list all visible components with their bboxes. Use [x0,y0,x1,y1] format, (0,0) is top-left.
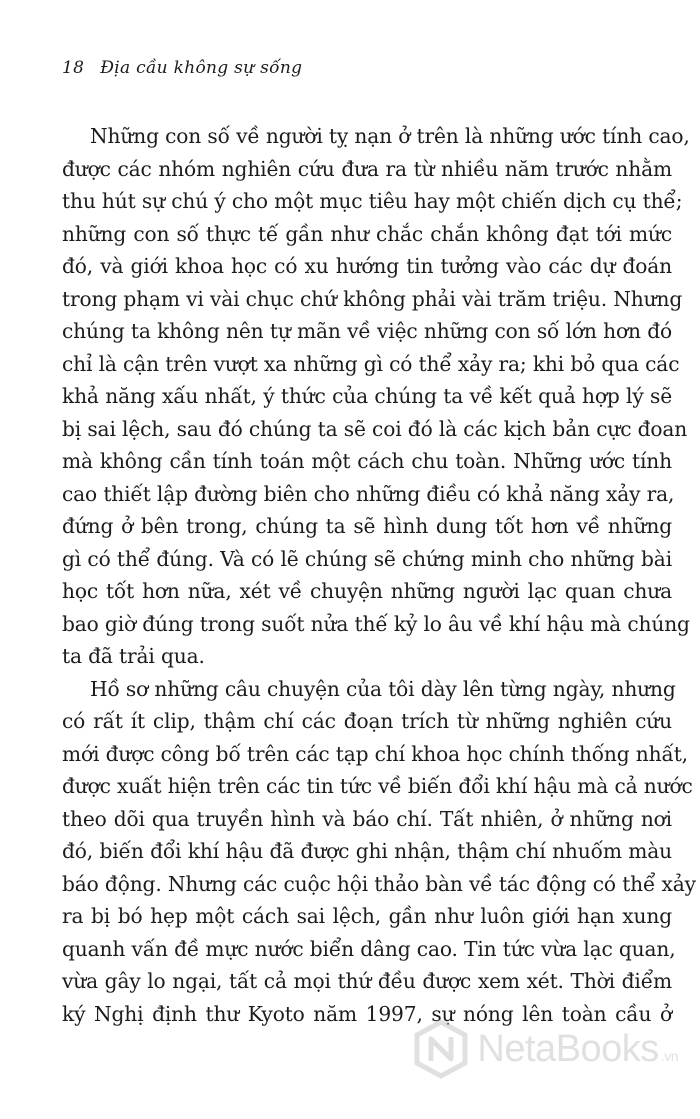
text-line: gì có thể đúng. Và có lẽ chúng sẽ chứng minh cho những bài [62,546,672,571]
text-line: những con số thực tế gần như chắc chắn không đạt tới mức [62,221,672,246]
text-line: chúng ta không nên tự mãn về việc những con số lớn hơn đó [62,319,672,343]
text-line: có rất ít clip, thậm chí các đoạn trích từ những nghiên cứu [62,709,672,733]
text-line: Những con số về người tỵ nạn ở trên là những ước tính cao, [90,124,690,148]
text-line: Hồ sơ những câu chuyện của tôi dày lên từng ngày, nhưng [90,676,676,701]
body-text [62,120,696,1030]
text-line: ký Nghị định thư Kyoto năm 1997, sự nóng lên toàn cầu ở [62,1001,672,1026]
text-line: ta đã trải qua. [62,644,205,668]
text-line: chỉ là cận trên vượt xa những gì có thể xảy ra; khi bỏ qua các [62,351,680,376]
running-head [62,58,302,78]
text-line: bị sai lệch, sau đó chúng ta sẽ coi đó là các kịch bản cực đoan [62,416,688,441]
page-number: 18 [62,58,85,78]
text-line: theo dõi qua truyền hình và báo chí. Tất nhiên, ở những nơi [62,806,672,831]
text-line: mới được công bố trên các tạp chí khoa học chính thống nhất, [62,741,688,766]
watermark-brand: NetaBooks .vn [477,1027,678,1070]
text-line: vừa gây lo ngại, tất cả mọi thứ đều được xem xét. Thời điểm [62,969,672,993]
running-title: Địa cầu không sự sống [100,58,303,78]
text-line: được xuất hiện trên các tin tức về biến đổi khí hậu mà cả nước [62,774,693,798]
watermark-suffix: .vn [660,1047,678,1064]
text-line: khả năng xấu nhất, ý thức của chúng ta về kết quả hợp lý sẽ [62,384,672,408]
text-line: đứng ở bên trong, chúng ta sẽ hình dung tốt hơn về những [62,514,672,538]
text-line: mà không cần tính toán một cách chu toàn. Những ước tính [62,449,672,473]
text-line: bao giờ đúng trong suốt nửa thế kỷ lo âu về khí hậu mà chúng [62,611,690,636]
text-line: đó, và giới khoa học có xu hướng tin tưởng vào các dự đoán [62,254,672,278]
text-line: báo động. Nhưng các cuộc hội thảo bàn về tác động có thể xảy [62,871,696,896]
text-line: thu hút sự chú ý cho một mục tiêu hay một chiến dịch cụ thể; [62,189,683,213]
watermark [411,1019,678,1079]
paragraph [62,673,696,1031]
text-line: trong phạm vi vài chục chứ không phải vài trăm triệu. Nhưng [62,286,683,311]
text-line: cao thiết lập đường biên cho những điều có khả năng xảy ra, [62,481,675,506]
text-line: đó, biến đổi khí hậu đã được ghi nhận, thậm chí nhuốm màu [62,839,672,863]
text-line: ra bị bó hẹp một cách sai lệch, gần như luôn giới hạn xung [62,904,672,928]
text-line: quanh vấn đề mực nước biển dâng cao. Tin tức vừa lạc quan, [62,936,676,961]
text-line: học tốt hơn nữa, xét về chuyện những người lạc quan chưa [62,579,672,603]
text-line: được các nhóm nghiên cứu đưa ra từ nhiều năm trước nhằm [62,156,672,181]
netabooks-logo-icon [411,1019,471,1079]
paragraph [62,120,690,673]
